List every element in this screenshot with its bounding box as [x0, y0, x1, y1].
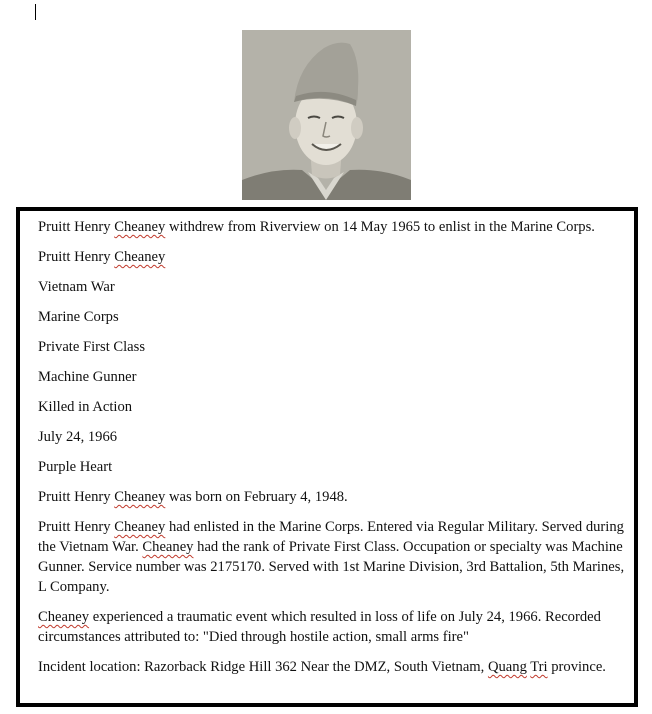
award-line: Purple Heart [38, 459, 113, 475]
spellcheck-word: Cheaney [114, 489, 166, 505]
status-line: Killed in Action [38, 399, 133, 415]
name-line: Pruitt Henry Cheaney [38, 249, 166, 265]
war-line: Vietnam War [38, 279, 115, 295]
spellcheck-word: Cheaney [114, 519, 166, 535]
biography-text [38, 217, 628, 677]
spellcheck-word: Cheaney [38, 609, 90, 625]
spellcheck-word: Tri [530, 659, 548, 675]
branch-line: Marine Corps [38, 309, 119, 325]
rank-line: Private First Class [38, 339, 146, 355]
spellcheck-word: Quang [487, 659, 527, 675]
text-cursor [35, 4, 36, 20]
enlist-paragraph: Pruitt Henry Cheaney had enlisted in the Marine Corps. Entered via Regular Military. Served during the Vietnam War. Cheaney had the rank of Private First Class. Occupation or specialty was Machine Gunner. Service number was 2175170. Served with 1st Marine Division, 3rd Battalion, 5th Marines, L Company. [38, 519, 625, 595]
biography-box [16, 207, 638, 707]
date-line: July 24, 1966 [38, 429, 118, 445]
incident-line: Incident location: Razorback Ridge Hill 362 Near the DMZ, South Vietnam, Quang Tri province. [38, 659, 606, 675]
spellcheck-word: Cheaney [142, 539, 194, 555]
born-line: Pruitt Henry Cheaney was born on February 4, 1948. [38, 489, 348, 505]
withdrew-line: Pruitt Henry Cheaney withdrew from Riverview on 14 May 1965 to enlist in the Marine Corps. [38, 219, 595, 235]
spellcheck-word: Cheaney [114, 249, 166, 265]
event-paragraph: Cheaney experienced a traumatic event which resulted in loss of life on July 24, 1966. Recorded circumstances attributed to: "Died through hostile action, small arms fire" [38, 609, 601, 645]
specialty-line: Machine Gunner [38, 369, 137, 385]
spellcheck-word: Cheaney [114, 219, 166, 235]
portrait-photo [242, 30, 411, 200]
portrait-illustration [242, 30, 411, 200]
